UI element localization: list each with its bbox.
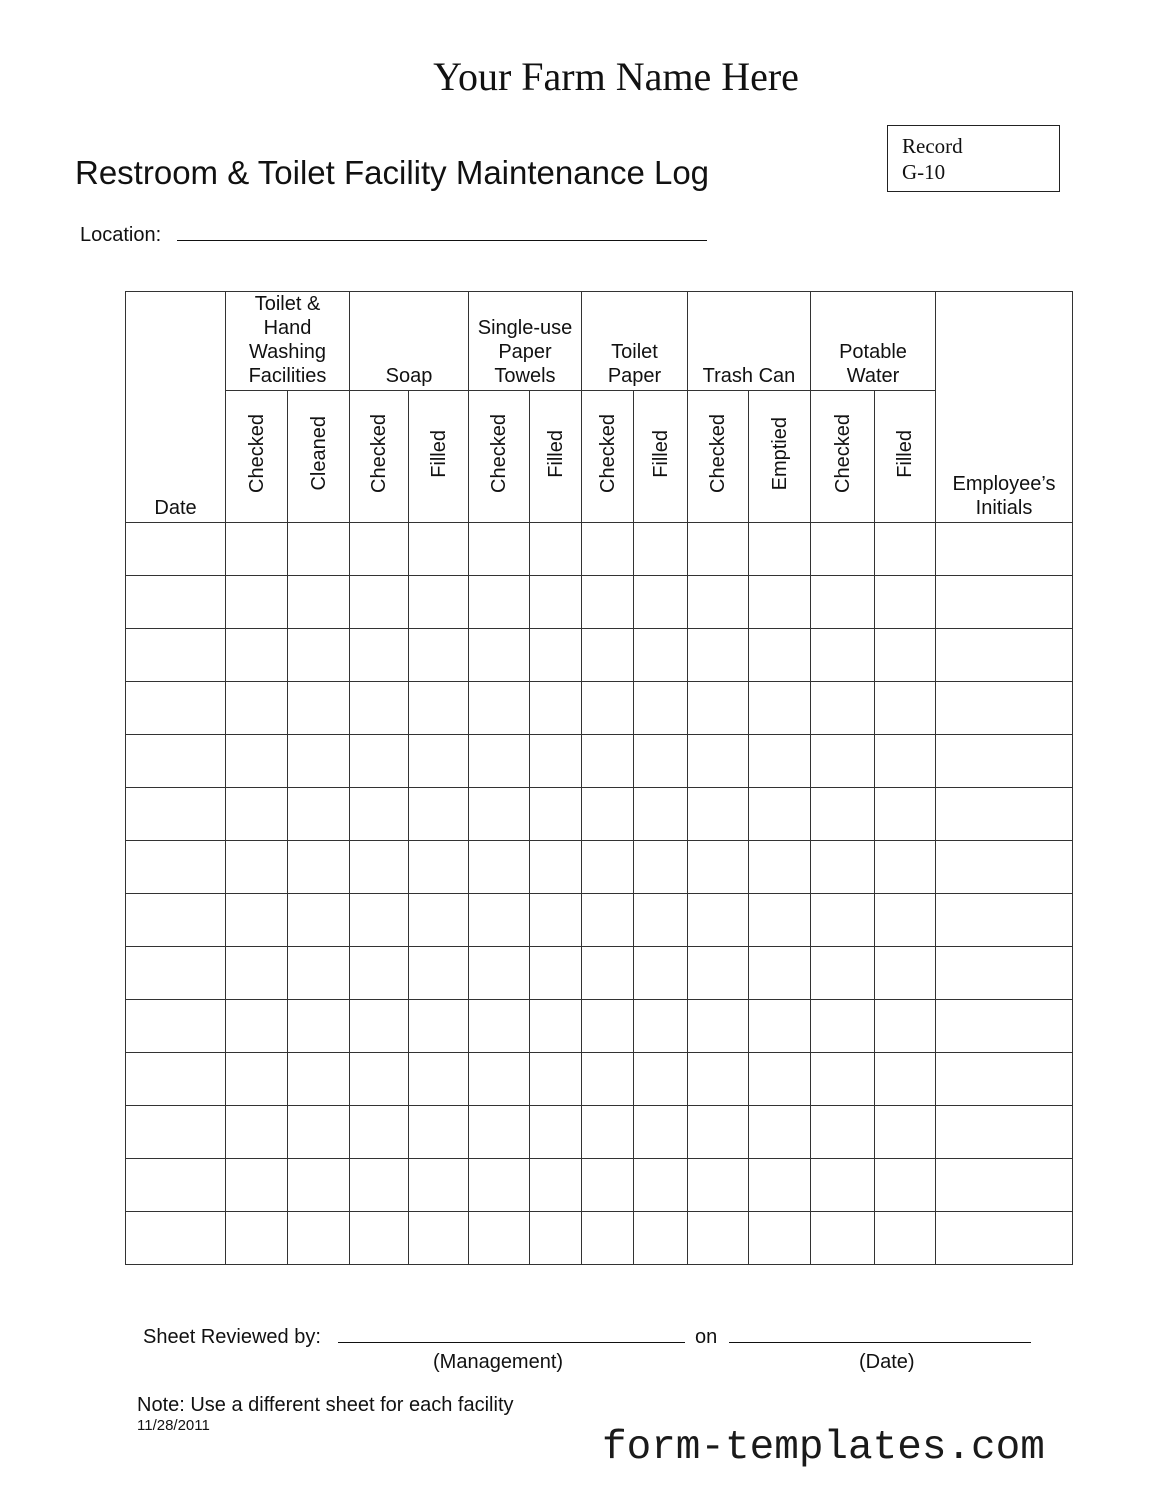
log-entry-cell[interactable] <box>688 682 749 735</box>
log-entry-cell[interactable] <box>634 1212 688 1265</box>
log-entry-cell[interactable] <box>126 523 226 576</box>
log-entry-cell[interactable] <box>688 788 749 841</box>
location-label: Location: <box>80 224 162 246</box>
log-entry-cell[interactable] <box>530 576 582 629</box>
log-entry-cell[interactable] <box>469 1106 530 1159</box>
log-entry-cell[interactable] <box>811 682 875 735</box>
log-entry-cell[interactable] <box>582 1106 634 1159</box>
log-entry-cell[interactable] <box>582 1212 634 1265</box>
table-row <box>126 947 1073 1000</box>
sub-column-header <box>409 391 469 523</box>
sub-column-header <box>749 391 811 523</box>
log-entry-cell[interactable] <box>350 1212 409 1265</box>
reviewed-by-label: Sheet Reviewed by: <box>143 1326 321 1348</box>
log-entry-cell[interactable] <box>226 735 288 788</box>
log-entry-cell[interactable] <box>582 841 634 894</box>
sub-column-label: Checked <box>245 414 268 493</box>
log-entry-cell[interactable] <box>126 947 226 1000</box>
group-header-label: Single-use Paper Towels <box>477 317 573 387</box>
maintenance-log-table <box>125 291 1073 1265</box>
log-entry-cell[interactable] <box>582 1000 634 1053</box>
log-entry-cell[interactable] <box>875 576 936 629</box>
sub-column-header <box>875 391 936 523</box>
group-header-label: Toilet Paper <box>607 341 662 387</box>
sub-column-label: Filled <box>894 429 916 478</box>
log-entry-cell[interactable] <box>936 1212 1073 1265</box>
log-entry-cell[interactable] <box>350 523 409 576</box>
log-entry-cell[interactable] <box>634 523 688 576</box>
log-entry-cell[interactable] <box>582 1159 634 1212</box>
log-entry-cell[interactable] <box>350 947 409 1000</box>
table-row <box>126 1053 1073 1106</box>
log-entry-cell[interactable] <box>582 682 634 735</box>
facility-note: Note: Use a different sheet for each facility <box>137 1394 514 1416</box>
log-entry-cell[interactable] <box>288 523 350 576</box>
watermark: form-templates.com <box>602 1425 1045 1471</box>
log-entry-cell[interactable] <box>226 947 288 1000</box>
log-entry-cell[interactable] <box>634 735 688 788</box>
log-entry-cell[interactable] <box>469 735 530 788</box>
sub-column-label: Filled <box>544 429 567 478</box>
log-entry-cell[interactable] <box>126 735 226 788</box>
log-entry-cell[interactable] <box>288 894 350 947</box>
log-entry-cell[interactable] <box>530 841 582 894</box>
log-entry-cell[interactable] <box>530 894 582 947</box>
log-entry-cell[interactable] <box>688 947 749 1000</box>
management-caption: (Management) <box>433 1351 564 1373</box>
table-row <box>126 735 1073 788</box>
log-entry-cell[interactable] <box>409 682 469 735</box>
log-entry-cell[interactable] <box>936 682 1073 735</box>
log-entry-cell[interactable] <box>226 629 288 682</box>
log-entry-cell[interactable] <box>530 1159 582 1212</box>
log-entry-cell[interactable] <box>749 576 811 629</box>
log-entry-cell[interactable] <box>350 1159 409 1212</box>
log-entry-cell[interactable] <box>936 1053 1073 1106</box>
log-entry-cell[interactable] <box>126 576 226 629</box>
log-entry-cell[interactable] <box>350 788 409 841</box>
log-entry-cell[interactable] <box>811 788 875 841</box>
sub-column-label: Cleaned <box>307 416 330 491</box>
group-header-label: Soap <box>385 365 433 387</box>
log-entry-cell[interactable] <box>811 841 875 894</box>
log-entry-cell[interactable] <box>409 735 469 788</box>
log-entry-cell[interactable] <box>350 894 409 947</box>
group-header <box>582 292 688 391</box>
log-entry-cell[interactable] <box>811 1053 875 1106</box>
log-entry-cell[interactable] <box>530 947 582 1000</box>
log-entry-cell[interactable] <box>226 1106 288 1159</box>
review-date-field[interactable] <box>729 1342 1031 1343</box>
log-entry-cell[interactable] <box>634 1000 688 1053</box>
record-number-box <box>887 125 1060 192</box>
log-entry-cell[interactable] <box>409 1053 469 1106</box>
location-field[interactable] <box>177 240 707 241</box>
group-header <box>469 292 582 391</box>
log-entry-cell[interactable] <box>875 947 936 1000</box>
log-entry-cell[interactable] <box>634 1159 688 1212</box>
log-entry-cell[interactable] <box>126 682 226 735</box>
log-entry-cell[interactable] <box>811 1159 875 1212</box>
log-entry-cell[interactable] <box>634 682 688 735</box>
log-entry-cell[interactable] <box>226 576 288 629</box>
log-entry-cell[interactable] <box>469 1212 530 1265</box>
log-entry-cell[interactable] <box>634 1053 688 1106</box>
log-entry-cell[interactable] <box>582 1053 634 1106</box>
log-entry-cell[interactable] <box>409 1000 469 1053</box>
log-entry-cell[interactable] <box>530 682 582 735</box>
sub-column-header <box>582 391 634 523</box>
sub-column-label: Filled <box>649 429 672 478</box>
location-row <box>80 222 707 248</box>
log-entry-cell[interactable] <box>936 1000 1073 1053</box>
log-entry-cell[interactable] <box>530 1106 582 1159</box>
log-entry-cell[interactable] <box>875 894 936 947</box>
log-entry-cell[interactable] <box>409 841 469 894</box>
log-entry-cell[interactable] <box>936 1159 1073 1212</box>
log-entry-cell[interactable] <box>469 682 530 735</box>
log-entry-cell[interactable] <box>469 947 530 1000</box>
log-entry-cell[interactable] <box>288 947 350 1000</box>
group-header <box>811 292 936 391</box>
log-entry-cell[interactable] <box>582 576 634 629</box>
log-entry-cell[interactable] <box>875 1106 936 1159</box>
log-entry-cell[interactable] <box>530 735 582 788</box>
log-entry-cell[interactable] <box>288 735 350 788</box>
sub-column-header <box>688 391 749 523</box>
log-entry-cell[interactable] <box>409 894 469 947</box>
log-entry-cell[interactable] <box>126 894 226 947</box>
log-entry-cell[interactable] <box>688 576 749 629</box>
log-entry-cell[interactable] <box>126 788 226 841</box>
sub-column-header <box>350 391 409 523</box>
sub-column-header <box>530 391 582 523</box>
log-entry-cell[interactable] <box>469 523 530 576</box>
log-entry-cell[interactable] <box>688 894 749 947</box>
management-signature-field[interactable] <box>338 1342 685 1343</box>
log-entry-cell[interactable] <box>811 894 875 947</box>
date-caption: (Date) <box>859 1351 915 1373</box>
farm-name-title: Your Farm Name Here <box>433 54 799 99</box>
log-entry-cell[interactable] <box>875 735 936 788</box>
log-entry-cell[interactable] <box>634 1106 688 1159</box>
log-entry-cell[interactable] <box>126 1000 226 1053</box>
log-entry-cell[interactable] <box>126 1212 226 1265</box>
group-header <box>226 292 350 391</box>
sub-column-label: Checked <box>488 414 510 493</box>
log-entry-cell[interactable] <box>875 682 936 735</box>
log-entry-cell[interactable] <box>409 1159 469 1212</box>
log-entry-cell[interactable] <box>688 629 749 682</box>
log-entry-cell[interactable] <box>749 788 811 841</box>
log-entry-cell[interactable] <box>350 841 409 894</box>
group-header-label: Trash Can <box>702 365 796 387</box>
log-entry-cell[interactable] <box>634 576 688 629</box>
log-entry-cell[interactable] <box>688 1159 749 1212</box>
table-row <box>126 841 1073 894</box>
log-entry-cell[interactable] <box>811 1212 875 1265</box>
log-entry-cell[interactable] <box>530 1212 582 1265</box>
log-entry-cell[interactable] <box>582 735 634 788</box>
log-entry-cell[interactable] <box>350 1106 409 1159</box>
log-entry-cell[interactable] <box>469 1159 530 1212</box>
log-entry-cell[interactable] <box>226 788 288 841</box>
log-entry-cell[interactable] <box>226 1159 288 1212</box>
table-row <box>126 1212 1073 1265</box>
log-entry-cell[interactable] <box>875 629 936 682</box>
log-entry-cell[interactable] <box>409 1212 469 1265</box>
log-entry-cell[interactable] <box>409 1106 469 1159</box>
log-entry-cell[interactable] <box>811 1106 875 1159</box>
sub-column-header <box>469 391 530 523</box>
sub-column-header <box>811 391 875 523</box>
log-entry-cell[interactable] <box>811 523 875 576</box>
log-entry-cell[interactable] <box>634 947 688 1000</box>
log-entry-cell[interactable] <box>936 841 1073 894</box>
log-entry-cell[interactable] <box>226 894 288 947</box>
table-row <box>126 1000 1073 1053</box>
log-entry-cell[interactable] <box>226 682 288 735</box>
sub-column-label: Emptied <box>768 416 791 491</box>
log-entry-cell[interactable] <box>288 1000 350 1053</box>
log-entry-cell[interactable] <box>875 1000 936 1053</box>
log-entry-cell[interactable] <box>409 788 469 841</box>
table-row <box>126 1159 1073 1212</box>
form-title: Restroom & Toilet Facility Maintenance Log <box>75 154 710 191</box>
log-entry-cell[interactable] <box>288 576 350 629</box>
group-header-label: Toilet & Hand Washing Facilities <box>248 293 327 387</box>
employee-initials-label: Employee’s Initials <box>952 473 1056 519</box>
log-entry-cell[interactable] <box>936 1106 1073 1159</box>
sub-column-label: Filled <box>427 429 450 478</box>
table-row <box>126 576 1073 629</box>
sub-column-label: Checked <box>596 414 619 493</box>
log-entry-cell[interactable] <box>749 894 811 947</box>
log-entry-cell[interactable] <box>688 1053 749 1106</box>
log-entry-cell[interactable] <box>936 735 1073 788</box>
log-entry-cell[interactable] <box>469 1053 530 1106</box>
table-row <box>126 1106 1073 1159</box>
log-entry-cell[interactable] <box>226 841 288 894</box>
log-entry-cell[interactable] <box>350 1053 409 1106</box>
log-entry-cell[interactable] <box>530 1053 582 1106</box>
log-entry-cell[interactable] <box>811 947 875 1000</box>
log-entry-cell[interactable] <box>811 576 875 629</box>
date-column-header: Date <box>126 292 226 523</box>
log-entry-cell[interactable] <box>749 735 811 788</box>
log-entry-cell[interactable] <box>749 523 811 576</box>
log-entry-cell[interactable] <box>288 1106 350 1159</box>
sub-column-label: Checked <box>368 414 390 493</box>
sub-column-header <box>288 391 350 523</box>
log-entry-cell[interactable] <box>288 1053 350 1106</box>
log-entry-cell[interactable] <box>350 576 409 629</box>
group-header-label: Potable Water <box>839 341 907 387</box>
table-row <box>126 629 1073 682</box>
log-entry-cell[interactable] <box>126 1053 226 1106</box>
log-entry-cell[interactable] <box>749 1212 811 1265</box>
log-entry-cell[interactable] <box>634 788 688 841</box>
log-entry-cell[interactable] <box>875 841 936 894</box>
log-entry-cell[interactable] <box>936 894 1073 947</box>
log-entry-cell[interactable] <box>469 894 530 947</box>
log-entry-cell[interactable] <box>875 788 936 841</box>
log-entry-cell[interactable] <box>469 576 530 629</box>
log-entry-cell[interactable] <box>288 1212 350 1265</box>
log-entry-cell[interactable] <box>936 576 1073 629</box>
log-entry-cell[interactable] <box>582 947 634 1000</box>
log-entry-cell[interactable] <box>749 1159 811 1212</box>
table-row <box>126 682 1073 735</box>
log-entry-cell[interactable] <box>875 523 936 576</box>
log-entry-cell[interactable] <box>749 841 811 894</box>
log-entry-cell[interactable] <box>875 1212 936 1265</box>
log-entry-cell[interactable] <box>688 523 749 576</box>
log-entry-cell[interactable] <box>582 894 634 947</box>
log-entry-cell[interactable] <box>936 523 1073 576</box>
log-entry-cell[interactable] <box>288 841 350 894</box>
log-entry-cell[interactable] <box>634 894 688 947</box>
sub-column-label: Checked <box>831 414 854 493</box>
log-entry-cell[interactable] <box>749 1000 811 1053</box>
group-header <box>688 292 811 391</box>
log-entry-cell[interactable] <box>811 629 875 682</box>
log-entry-cell[interactable] <box>288 682 350 735</box>
sub-column-header <box>634 391 688 523</box>
log-entry-cell[interactable] <box>749 947 811 1000</box>
log-entry-cell[interactable] <box>409 947 469 1000</box>
log-entry-cell[interactable] <box>582 788 634 841</box>
log-entry-cell[interactable] <box>634 629 688 682</box>
log-entry-cell[interactable] <box>288 788 350 841</box>
sub-column-label: Checked <box>707 414 729 493</box>
log-entry-cell[interactable] <box>469 841 530 894</box>
document-date: 11/28/2011 <box>137 1417 210 1434</box>
log-entry-cell[interactable] <box>126 841 226 894</box>
log-entry-cell[interactable] <box>936 947 1073 1000</box>
log-entry-cell[interactable] <box>530 788 582 841</box>
log-entry-cell[interactable] <box>226 1000 288 1053</box>
log-entry-cell[interactable] <box>126 1159 226 1212</box>
log-entry-cell[interactable] <box>409 629 469 682</box>
log-entry-cell[interactable] <box>530 629 582 682</box>
log-entry-cell[interactable] <box>350 682 409 735</box>
log-entry-cell[interactable] <box>688 735 749 788</box>
employee-initials-header <box>936 292 1073 523</box>
log-entry-cell[interactable] <box>875 1159 936 1212</box>
log-entry-cell[interactable] <box>582 523 634 576</box>
log-entry-cell[interactable] <box>688 1106 749 1159</box>
log-entry-cell[interactable] <box>350 735 409 788</box>
log-entry-cell[interactable] <box>469 788 530 841</box>
log-entry-cell[interactable] <box>749 629 811 682</box>
table-row <box>126 788 1073 841</box>
log-entry-cell[interactable] <box>530 1000 582 1053</box>
log-entry-cell[interactable] <box>126 1106 226 1159</box>
log-entry-cell[interactable] <box>749 1053 811 1106</box>
log-entry-cell[interactable] <box>936 629 1073 682</box>
log-entry-cell[interactable] <box>811 1000 875 1053</box>
log-entry-cell[interactable] <box>634 841 688 894</box>
log-entry-cell[interactable] <box>688 1000 749 1053</box>
log-entry-cell[interactable] <box>582 629 634 682</box>
log-entry-cell[interactable] <box>126 629 226 682</box>
log-entry-cell[interactable] <box>226 523 288 576</box>
log-entry-cell[interactable] <box>226 1053 288 1106</box>
log-entry-cell[interactable] <box>875 1053 936 1106</box>
table-row <box>126 894 1073 947</box>
on-label: on <box>695 1326 718 1348</box>
log-entry-cell[interactable] <box>469 1000 530 1053</box>
log-entry-cell[interactable] <box>749 682 811 735</box>
log-entry-cell[interactable] <box>749 1106 811 1159</box>
log-entry-cell[interactable] <box>288 1159 350 1212</box>
log-entry-cell[interactable] <box>936 788 1073 841</box>
log-entry-cell[interactable] <box>409 523 469 576</box>
log-entry-cell[interactable] <box>226 1212 288 1265</box>
log-entry-cell[interactable] <box>288 629 350 682</box>
log-entry-cell[interactable] <box>350 629 409 682</box>
log-entry-cell[interactable] <box>688 1212 749 1265</box>
log-entry-cell[interactable] <box>409 576 469 629</box>
table-row <box>126 523 1073 576</box>
log-entry-cell[interactable] <box>811 735 875 788</box>
record-label: Record <box>902 134 963 158</box>
record-code: G-10 <box>902 160 946 184</box>
log-entry-cell[interactable] <box>688 841 749 894</box>
log-entry-cell[interactable] <box>469 629 530 682</box>
group-header <box>350 292 469 391</box>
log-entry-cell[interactable] <box>530 523 582 576</box>
log-entry-cell[interactable] <box>350 1000 409 1053</box>
review-row <box>143 1324 1031 1350</box>
sub-column-header <box>226 391 288 523</box>
